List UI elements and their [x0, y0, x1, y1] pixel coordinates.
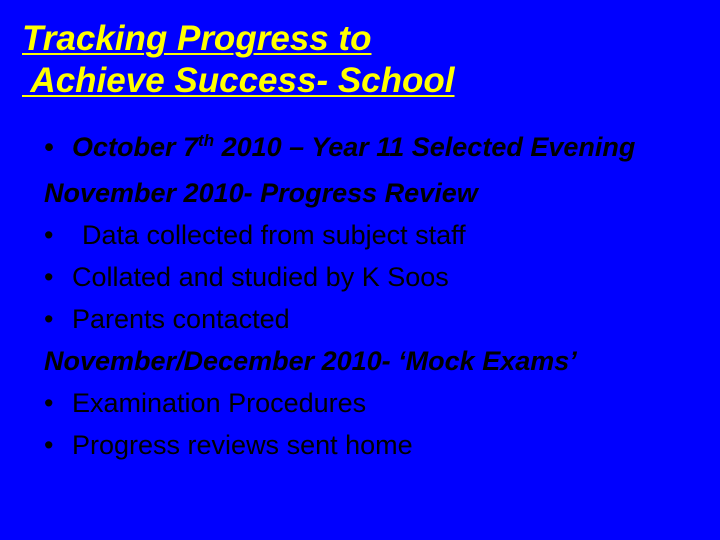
slide-title: [22, 18, 702, 102]
title-line-2: Achieve Success- School: [22, 61, 455, 100]
list-item-text: Data collected from subject staff: [82, 220, 466, 250]
bullet-icon: •: [44, 132, 54, 162]
bullet-icon: •: [44, 430, 54, 460]
item-date-superscript: th: [198, 131, 215, 150]
section-heading-mock-exams: November/December 2010- ‘Mock Exams’: [44, 346, 577, 376]
list-item-selected-evening: [44, 130, 709, 165]
list-item: [44, 214, 709, 256]
list-item: [44, 424, 709, 466]
bullet-icon: •: [44, 388, 54, 418]
bullet-icon: •: [44, 262, 54, 292]
item-date-suffix: 2010 – Year 11 Selected Evening: [214, 132, 636, 162]
list-item: [44, 298, 709, 340]
list-item: [44, 382, 709, 424]
list-item-text: Collated and studied by K Soos: [72, 262, 449, 292]
list-item-text: Examination Procedures: [72, 388, 367, 418]
list-item-text: Parents contacted: [72, 304, 290, 334]
section-heading-progress-review: November 2010- Progress Review: [44, 178, 478, 208]
slide-body: [44, 130, 709, 466]
bullet-icon: •: [44, 304, 54, 334]
item-date-prefix: October 7: [72, 132, 199, 162]
title-line-1: Tracking Progress to: [22, 19, 372, 58]
list-item-text: [44, 130, 709, 165]
bullet-icon: •: [44, 220, 54, 250]
list-item: [44, 256, 709, 298]
list-item-text: Progress reviews sent home: [72, 430, 413, 460]
